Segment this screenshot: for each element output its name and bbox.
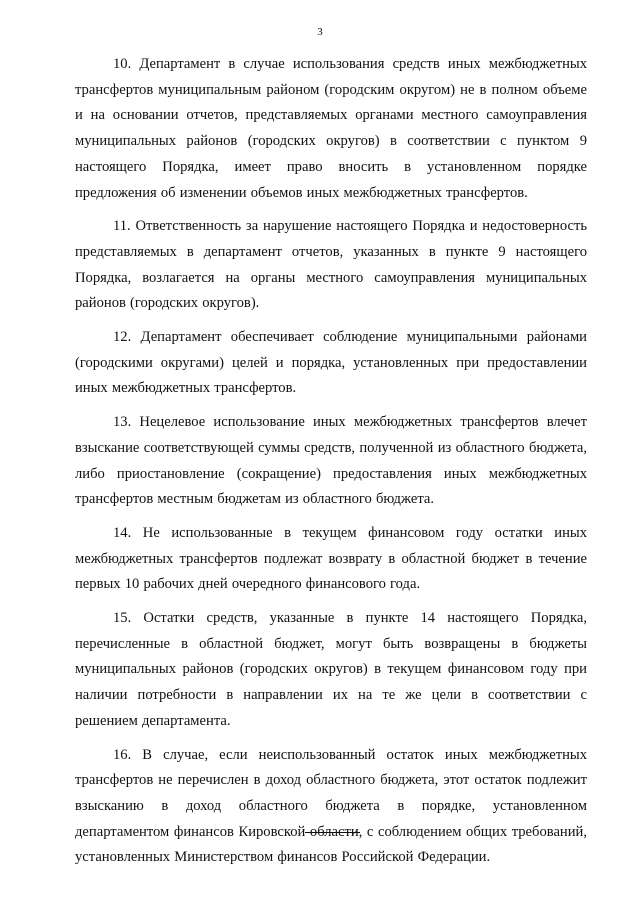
paragraph-16: 16. В случае, если неиспользованный остаток иных межбюджетных трансфертов не перечислен в доход областного бюджета, этот остаток подлежит взысканию в доход областного бюджета в порядке, установленном департаментом финансов Кировской области, с соблюдением общих требований, установленных Министерством финансов Российской Федерации. bbox=[75, 746, 587, 866]
paragraph-13: 13. Нецелевое использование иных межбюджетных трансфертов влечет взыскание соответствующей суммы средств, полученной из областного бюджета, либо приостановление (сокращение) предоставления иных межбюджетных трансфертов местным бюджетам из областного бюджета. bbox=[75, 414, 587, 508]
paragraph-10: 10. Департамент в случае использования средств иных межбюджетных трансфертов муниципальным районом (городским округом) не в полном объеме и на основании отчетов, представляемых органами местного самоуправления муниципальных районов (городских округов) в соответствии с пунктом 9 настоящего Порядка, имеет право вносить в установленном порядке предложения об изменении объемов иных межбюджетных трансфертов. bbox=[75, 56, 587, 201]
document-body bbox=[75, 52, 587, 879]
page-number: 3 bbox=[317, 26, 323, 38]
paragraph-15: 15. Остатки средств, указанные в пункте 14 настоящего Порядка, перечисленные в областной бюджет, могут быть возвращены в бюджеты муниципальных районов (городских округов) в текущем финансовом году при наличии потребности в направлении их на те же цели в соответствии с решением департамента. bbox=[75, 610, 587, 729]
paragraph-14: 14. Не использованные в текущем финансовом году остатки иных межбюджетных трансфертов подлежат возврату в областной бюджет в течение первых 10 рабочих дней очередного финансового года. bbox=[75, 524, 587, 593]
end-divider bbox=[305, 832, 360, 833]
paragraph-12: 12. Департамент обеспечивает соблюдение муниципальными районами (городскими округами) целей и порядка, установленных при предоставлении иных межбюджетных трансфертов. bbox=[75, 329, 587, 397]
paragraph-11: 11. Ответственность за нарушение настоящего Порядка и недостоверность представляемых в департамент отчетов, указанных в пункте 9 настоящего Порядка, возлагается на органы местного самоуправления муниципальных районов (городских округов). bbox=[75, 218, 587, 312]
